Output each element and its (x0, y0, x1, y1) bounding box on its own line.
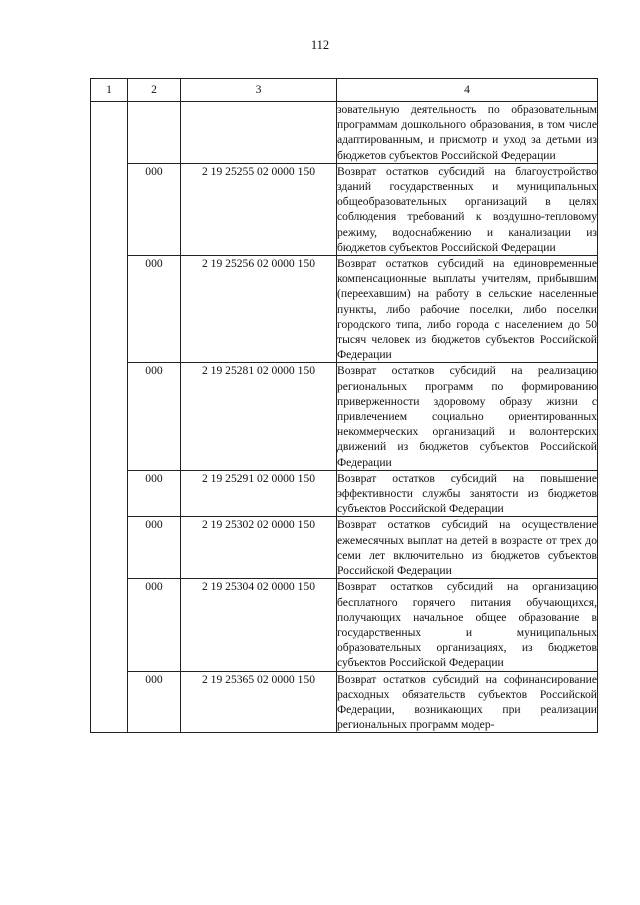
admin-code-cell: 000 (128, 470, 181, 517)
table-row (91, 256, 598, 363)
column-header-1: 1 (91, 79, 128, 102)
description-cell: Возврат остатков субсидий на реализацию региональных программ по формированию приверженности здоровому образу жизни с привлечением социально ориентированных некоммерческих организаций и волонтерских движений из бюджетов субъектов Российской Федерации (337, 364, 597, 469)
admin-code-cell: 000 (128, 363, 181, 470)
kbk-cell (181, 102, 337, 164)
description-cell: Возврат остатков субсидий на единовременные компенсационные выплаты учителям, прибывшим (переехавшим) на работу в сельские населенные пункты, либо рабочие поселки, либо поселки городского типа, либо города с населением до 50 тысяч человек из бюджетов субъектов Российской Федерации (337, 257, 597, 362)
description-cell: Возврат остатков субсидий на благоустройство зданий государственных и муниципальных общеобразовательных организаций в целях соблюдения требований к воздушно-тепловому режиму, водоснабжению и канализации из бюджетов субъектов Российской Федерации (337, 164, 597, 254)
admin-code-cell (128, 102, 181, 164)
admin-code-cell: 000 (128, 517, 181, 579)
table-row (91, 671, 598, 733)
table-header-row (91, 79, 598, 102)
table-row (91, 470, 598, 517)
admin-code-cell: 000 (128, 163, 181, 255)
description-cell: Возврат остатков субсидий на повышение эффективности службы занятости из бюджетов субъектов Российской Федерации (337, 471, 597, 516)
admin-code-cell: 000 (128, 256, 181, 363)
description-cell: Возврат остатков субсидий на организацию бесплатного горячего питания обучающихся, получающих начальное общее образование в государственных и муниципальных образовательных организациях, из бюджетов субъектов Российской Федерации (337, 580, 597, 670)
page-number: 112 (310, 38, 330, 52)
description-cell: Возврат остатков субсидий на софинансирование расходных обязательств субъектов Российской Федерации, возникающих при реализации региональных программ модер- (337, 672, 597, 732)
table-row-continuation (91, 102, 598, 164)
admin-code-cell: 000 (128, 671, 181, 733)
revenue-classification-table (90, 78, 598, 733)
admin-code-cell: 000 (128, 579, 181, 671)
description-cell: Возврат остатков субсидий на осуществление ежемесячных выплат на детей в возрасте от трех до семи лет включительно из бюджетов субъектов Российской Федерации (337, 518, 597, 578)
table-row (91, 517, 598, 579)
description-cell: зовательную деятельность по образовательным программам дошкольного образования, в том числе адаптированным, и присмотр и уход за детьми из бюджетов субъектов Российской Федерации (337, 103, 597, 162)
kbk-cell: 2 19 25302 02 0000 150 (181, 517, 337, 579)
kbk-cell: 2 19 25304 02 0000 150 (181, 579, 337, 671)
column-1-cell (91, 102, 128, 733)
kbk-cell: 2 19 25291 02 0000 150 (181, 470, 337, 517)
kbk-cell: 2 19 25365 02 0000 150 (181, 671, 337, 733)
column-header-2: 2 (128, 79, 181, 102)
table-row (91, 163, 598, 255)
table-row (91, 579, 598, 671)
column-header-3: 3 (181, 79, 337, 102)
kbk-cell: 2 19 25256 02 0000 150 (181, 256, 337, 363)
table-row (91, 363, 598, 470)
column-header-4: 4 (337, 79, 598, 102)
kbk-cell: 2 19 25255 02 0000 150 (181, 163, 337, 255)
kbk-cell: 2 19 25281 02 0000 150 (181, 363, 337, 470)
